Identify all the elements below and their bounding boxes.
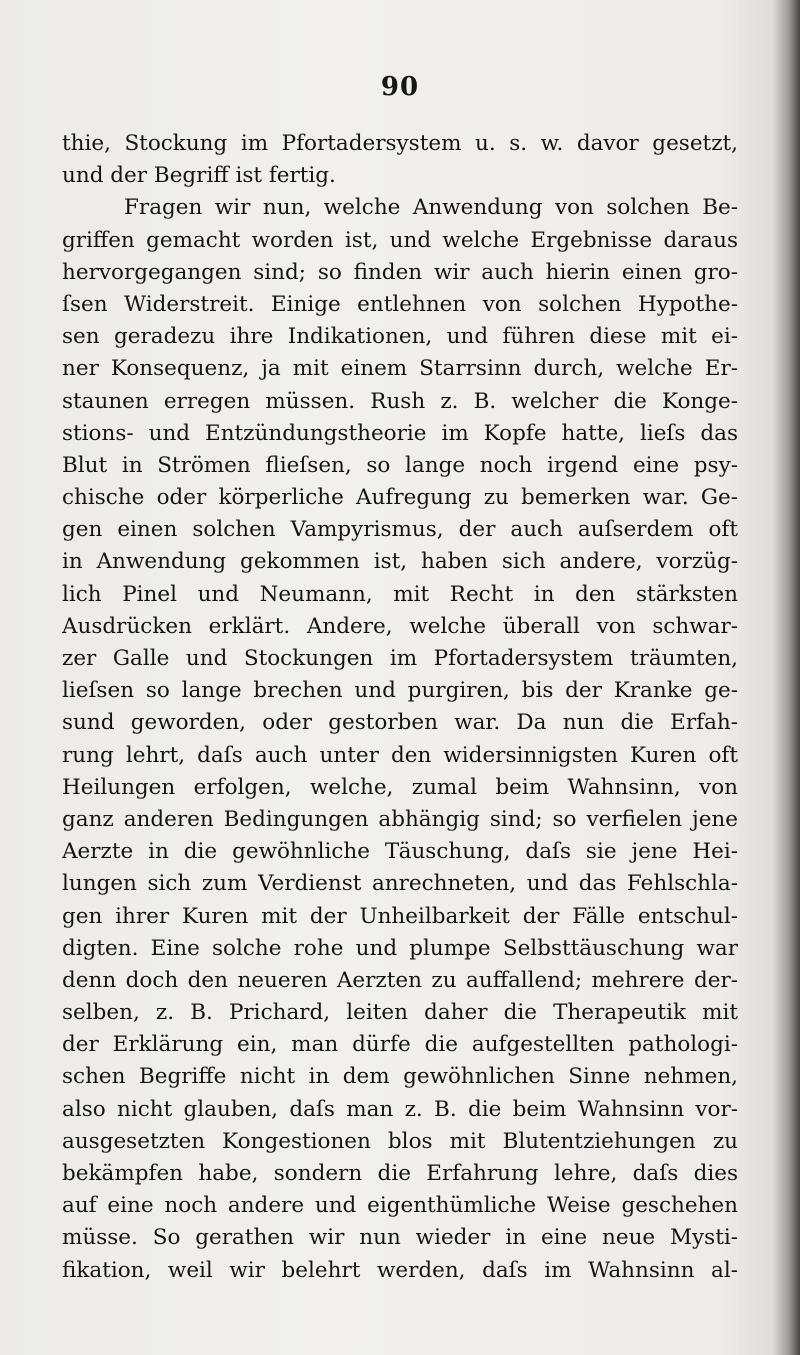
text-line: in Anwendung gekommen ist, haben sich andere, vorzüg- xyxy=(62,549,738,575)
text-line: Aerzte in die gewöhnliche Täuschung, daſs sie jene Hei- xyxy=(62,839,738,865)
page-number: 90 xyxy=(380,72,420,102)
text-line: gen ihrer Kuren mit der Unheilbarkeit der Fälle entschul- xyxy=(62,903,738,929)
text-line: also nicht glauben, daſs man z. B. die beim Wahnsinn vor- xyxy=(62,1096,738,1122)
text-line: thie, Stockung im Pfortadersystem u. s. w. davor gesetzt, xyxy=(62,131,738,156)
text-line: fikation, weil wir belehrt werden, daſs im Wahnsinn al- xyxy=(62,1257,738,1283)
text-line: staunen erregen müssen. Rush z. B. welcher die Konge- xyxy=(62,388,738,414)
text-line: ner Konsequenz, ja mit einem Starrsinn durch, welche Er- xyxy=(62,356,738,382)
text-line: ganz anderen Bedingungen abhängig sind; so verfielen jene xyxy=(62,806,738,832)
text-line: stions- und Entzündungstheorie im Kopfe hatte, lieſs das xyxy=(62,420,738,446)
text-line: griffen gemacht worden ist, und welche Ergebnisse daraus xyxy=(62,227,738,253)
text-line: sen geradezu ihre Indikationen, und führen diese mit ei- xyxy=(62,324,738,350)
text-line: gen einen solchen Vampyrismus, der auch auſserdem oft xyxy=(62,517,738,543)
text-line: der Erklärung ein, man dürfe die aufgestellten pathologi- xyxy=(62,1032,738,1058)
text-line: sund geworden, oder gestorben war. Da nun die Erfah- xyxy=(62,710,738,736)
text-line: chische oder körperliche Aufregung zu bemerken war. Ge- xyxy=(62,485,738,511)
text-line: und der Begriff ist fertig. xyxy=(62,163,336,189)
text-line: rung lehrt, daſs auch unter den widersinnigsten Kuren oft xyxy=(62,742,738,768)
text-line: lieſsen so lange brechen und purgiren, bis der Kranke ge- xyxy=(62,678,738,704)
text-line: Heilungen erfolgen, welche, zumal beim Wahnsinn, von xyxy=(62,774,738,800)
text-line: denn doch den neueren Aerzten zu auffallend; mehrere der- xyxy=(62,967,738,993)
text-line: Ausdrücken erklärt. Andere, welche überall von schwar- xyxy=(62,613,738,639)
text-line: bekämpfen habe, sondern die Erfahrung lehre, daſs dies xyxy=(62,1161,738,1186)
text-line: Blut in Strömen flieſsen, so lange noch irgend eine psy- xyxy=(62,452,738,478)
text-line: selben, z. B. Prichard, leiten daher die Therapeutik mit xyxy=(62,1000,738,1026)
body-text xyxy=(62,128,738,1287)
text-line: ſsen Widerstreit. Einige entlehnen von solchen Hypothe- xyxy=(62,291,738,317)
text-line: lich Pinel und Neumann, mit Recht in den stärksten xyxy=(62,581,738,607)
text-line: lungen sich zum Verdienst anrechneten, und das Fehlschla- xyxy=(62,871,738,897)
text-line: auf eine noch andere und eigenthümliche Weise geschehen xyxy=(62,1193,738,1219)
text-line: digten. Eine solche rohe und plumpe Selbsttäuschung war xyxy=(62,935,738,961)
page-gutter-shadow xyxy=(772,0,800,1355)
text-line: hervorgegangen sind; so finden wir auch hierin einen gro- xyxy=(62,259,738,285)
paragraph-first-line: Fragen wir nun, welche Anwendung von solchen Be- xyxy=(124,195,738,221)
text-line: zer Galle und Stockungen im Pfortadersystem träumten, xyxy=(62,646,738,671)
text-line: ausgesetzten Kongestionen blos mit Blutentziehungen zu xyxy=(62,1128,738,1154)
text-line: müsse. So gerathen wir nun wieder in eine neue Mysti- xyxy=(62,1225,738,1251)
text-line: schen Begriffe nicht in dem gewöhnlichen Sinne nehmen, xyxy=(62,1064,738,1090)
